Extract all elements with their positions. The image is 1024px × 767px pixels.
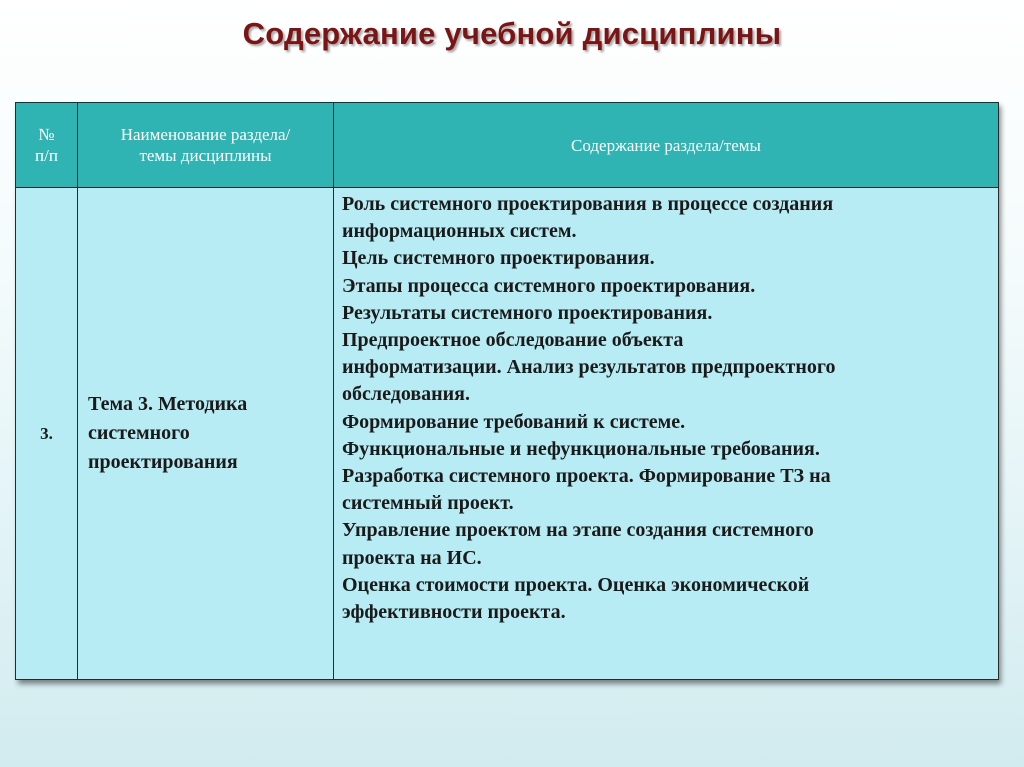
content-line: Управление проектом на этапе создания системного <box>342 519 814 542</box>
header-num: № п/п <box>16 103 78 188</box>
table-row <box>16 188 999 680</box>
syllabus-table-container <box>15 102 998 680</box>
content-line: Результаты системного проектирования. <box>342 301 713 324</box>
content-line: информатизации. Анализ результатов предпроектного <box>342 356 836 379</box>
content-line: Формирование требований к системе. <box>342 410 686 433</box>
content-line: системный проект. <box>342 492 514 515</box>
content-line: Оценка стоимости проекта. Оценка экономической <box>342 573 810 596</box>
syllabus-table <box>15 102 999 680</box>
content-line: Функциональные и нефункциональные требования. <box>342 437 820 460</box>
slide-title: Содержание учебной дисциплины <box>242 16 782 51</box>
content-line: Этапы процесса системного проектирования. <box>342 274 756 297</box>
table-header-row <box>16 103 999 188</box>
row-num: 3. <box>16 188 78 680</box>
row-topic-name: Тема 3. Методика системного проектирования <box>78 188 334 680</box>
header-name: Наименование раздела/темы дисциплины <box>78 103 334 188</box>
content-line: Предпроектное обследование объекта <box>342 329 684 352</box>
content-line: обследования. <box>342 383 470 406</box>
header-content: Содержание раздела/темы <box>334 103 999 188</box>
content-line: Цель системного проектирования. <box>342 247 655 270</box>
content-line: Роль системного проектирования в процессе создания <box>342 193 834 215</box>
content-line: эффективности проекта. <box>342 601 566 624</box>
content-line: проекта на ИС. <box>342 546 482 569</box>
content-line: информационных систем. <box>342 220 577 243</box>
row-topic-content <box>334 188 999 680</box>
content-line: Разработка системного проекта. Формирование ТЗ на <box>342 465 831 488</box>
